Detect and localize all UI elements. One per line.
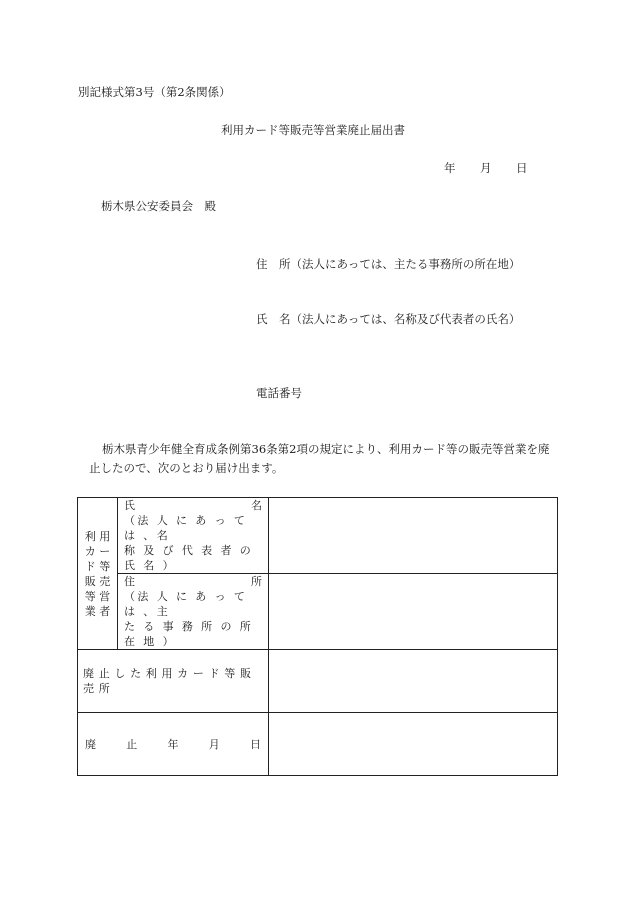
operator-name-header: 氏 名 （法 人 に あ っ て は 、名 称 及 び 代 表 者 の 氏 名 ） bbox=[118, 498, 269, 574]
notification-table bbox=[77, 497, 558, 776]
applicant-name-label: 氏 名（法人にあっては、名称及び代表者の氏名） bbox=[256, 312, 521, 326]
body-text-line2: 止したので、次のとおり届け出ます。 bbox=[89, 461, 284, 475]
form-number: 別記様式第3号（第2条関係） bbox=[78, 85, 231, 99]
operator-address-header: 住 所 （法 人 に あ っ て は 、主 た る 事 務 所 の 所 在 地 ） bbox=[118, 574, 269, 650]
date-day-label: 日 bbox=[516, 161, 528, 175]
operator-address-field[interactable] bbox=[269, 574, 558, 650]
addressee: 栃木県公安委員会 殿 bbox=[101, 199, 216, 213]
closed-location-header: 廃 止 し た 利 用 カ ー ド 等 販 売 所 bbox=[78, 650, 269, 713]
date-year-label: 年 bbox=[444, 161, 456, 175]
document-title: 利用カード等販売等営業廃止届出書 bbox=[221, 123, 405, 137]
closure-date-field[interactable] bbox=[269, 713, 558, 776]
operator-group-label: 利 用 カ ー ド 等 販 売 等 営 業 者 bbox=[78, 498, 118, 650]
closure-date-header: 廃 止 年 月 日 bbox=[78, 713, 269, 776]
operator-name-field[interactable] bbox=[269, 498, 558, 574]
closed-location-field[interactable] bbox=[269, 650, 558, 713]
body-text-line1: 栃木県青少年健全育成条例第36条第2項の規定により、利用カード等の販売等営業を廃 bbox=[102, 442, 550, 456]
date-month-label: 月 bbox=[480, 161, 492, 175]
applicant-address-label: 住 所（法人にあっては、主たる事務所の所在地） bbox=[256, 257, 521, 271]
applicant-phone-label: 電話番号 bbox=[256, 386, 302, 400]
